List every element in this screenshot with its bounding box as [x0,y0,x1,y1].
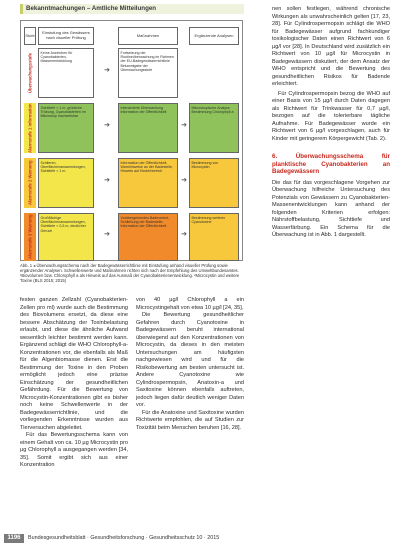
arrow-right-icon: ➔ [104,231,110,238]
stage-label: Alarmstufe 3 Warnung [24,213,36,261]
header-analysen: Ergänzende Analysen [189,27,239,45]
row3-massnahmen: Vorübergehendes Badeverbot, Schließung der Badestelle, Information der Öffentlichkeit [118,213,178,261]
arrow-right-icon: ➔ [104,122,110,129]
header-einstufung: Einstufung des Gewässers nach visueller Prüfung [38,27,94,45]
text-column-left [20,297,128,527]
page-number: 1196 [4,534,24,543]
journal-footer: Bundesgesundheitsblatt · Gesundheitsforschung · Gesundheitsschutz 10 · 2015 [28,535,220,541]
section-heading: 6. Überwachungsschema für planktische Cyanobakterien an Badegewässern [272,153,390,175]
row0-einstufung: Keine Anzeichen für Cyanobakterien-Massenentwicklung [38,48,94,98]
header-stufe: Stufe [24,27,36,45]
paragraph: Die Bewertung gesundheitlicher Gefahren durch Cyanotoxine in Badegewässern beruht international überwiegend auf den Konzentrationen von Microcystin, da dieses in den meisten Untersuchungen am häufigsten nachgewiesen wird und für die Risikobewertung am besten untersucht ist. Andere Cyanotoxine wie Cylindrospermopsin, Anatoxin-a und Saxitoxine können ebenfalls auftreten, jedoch liegen dafür deutlich weniger Daten vor. [136,312,244,408]
row1-einstufung: Sichttiefe < 1 m, grünliche Trübung, Cyanobakterien im Mikroskop nachweisbar [38,103,94,153]
paragraph: Die das für das vorgeschlagene Vorgehen zur Überwachung hilfreiche Untersuchung des Potenzials von Gewässern zu Cyanobakterien-Massenentwicklungen kann anhand der folgenden Kriterien erfolgen: Nährstoffbelastung, Sichttiefe und Wasserfärbung. Ein Schema für die Überwachung ist in Abb. 1 dargestellt. [272,179,390,238]
arrow-right-icon: ➔ [181,231,187,238]
stage-label: Alarmstufe 1 Information [24,103,36,153]
row2-massnahmen: Information der Öffentlichkeit, Warnhinweise an der Badestelle, Hinweis auf Kinderbereich [118,158,178,208]
paragraph: Für das Bewertungsschema kann von einem Gehalt von ca. 10 µg Microcystin pro µg Chlorophyll a ausgegangen werden [34, 35]. Somit ergibt sich aus einer Konzentration [20,432,128,468]
figure-caption: Abb. 1 ◂ Überwachungsschema nach der Badegewässerrichtlinie mit Einstufung anhand visueller Prüfung sowie ergänzender Analysen. Schwellenwerte und Maßnahmen richten sich nach der Empfehlung des Umweltbundesamtes. ¹Biovolumen bzw. Chlorophyll a als Hinweis auf das Ausmaß der Cyanobakterienentwicklung. ²Microcystin und weitere Toxine (BLS 2015; 2015) [20,263,240,283]
row3-einstufung: Großflächige Oberflächenansammlungen, Sichttiefe < 0,5 m, deutlicher Geruch [38,213,94,261]
figure-flowchart [20,20,243,261]
stage-label: Überwachungsstufe [24,48,36,98]
stage-label: Alarmstufe 2 Warnung [24,158,36,208]
row1-massnahmen: Intensivierte Überwachung Information der Öffentlichkeit [118,103,178,153]
paragraph: Für Cylindrospermopsin bezog die WHO auf einer Basis von 15 µg/l durch Daten dagegen als Richtwert für Trinkwasser für 0,7 µg/l, bezogen auf die tolerierbare tägliche Aufnahme. Für Badegewässer wurde ein Richtwert von 6 µg/l vorgeschlagen, auch für Kinder mit geringerem Körpergewicht (Tab. 2). [272,90,390,142]
row1-analysen: Mikroskopische Analyse Bestimmung Chlorophyll a [189,103,239,153]
text-column-right [272,6,390,526]
arrow-right-icon: ➔ [104,177,110,184]
row0-massnahmen: Fortsetzung der Routineüberwachung im Rahmen der EU-Badegewässerrichtlinie Bekanntgabe der Überwachungsstufe [118,48,178,98]
arrow-right-icon: ➔ [181,122,187,129]
paragraph: festen ganzen Zellzahl (Cyanobakterien-Zellen pro ml) wurde auch die Bestimmung des Biovolumens ersetzt, da diese eine bessere Abschätzung der Toxinbelastung erlaubt, und diese die ähnliche Aufwand wesentlich leichter bestimmt werden kann. Ergänzend schlägt die WHO Chlorophyll-a-Konzentrationen vor, die ebenfalls als Maß für die Algenbiomasse dienen. Erst die Bestimmung der Toxine in den Proben ermöglicht jedoch eine präzise Einschätzung der gesundheitlichen Gefährdung. Für die Bewertung von Microcystin-Konzentrationen gibt es bisher noch keine Schwellenwerte in der Badegewässerrichtlinie, und die vorliegenden Erkenntnisse wurden aus Tierversuchen abgeleitet. [20,297,128,431]
row2-analysen: Bestimmung von Microcystin [189,158,239,208]
paragraph: nen sollen festlegen, während chronische Wirkungen als unwahrscheinlich gelten [17, 23, 28]. Für Cylindrospermopsin schlägt die WHO für Badegewässer aufgrund fachkundiger toxikologischer Daten einen Richtwert von 6 µg/l vor [28]. In Deutschland wird zusätzlich ein Richtwert von 10 µg/l für Microcystin in Badegewässern diskutiert, der dem Ansatz der WHO entspricht und die Bewertung des gesundheitlichen Risikos für Badende erleichtert. [272,6,390,87]
arrow-right-icon: ➔ [181,177,187,184]
section-banner: Bekanntmachungen – Amtliche Mitteilungen [20,4,244,14]
row2-einstufung: Schlieren, Oberflächenansammlungen, Sichttiefe < 1 m [38,158,94,208]
arrow-right-icon: ➔ [104,67,110,74]
text-column-middle [136,297,244,527]
paragraph: von 40 µg/l Chlorophyll a ein Microcystingehalt von etwa 10 µg/l [24, 35]. [136,297,244,311]
row3-analysen: Bestimmung weiterer Cyanotoxine [189,213,239,261]
paragraph: Für die Anatoxine und Saxitoxine wurden Richtwerte empfohlen, die auf Studien zur Toxizität beim Menschen beruhen [16, 28]. [136,409,244,431]
header-massnahmen: Maßnahmen [118,27,178,45]
